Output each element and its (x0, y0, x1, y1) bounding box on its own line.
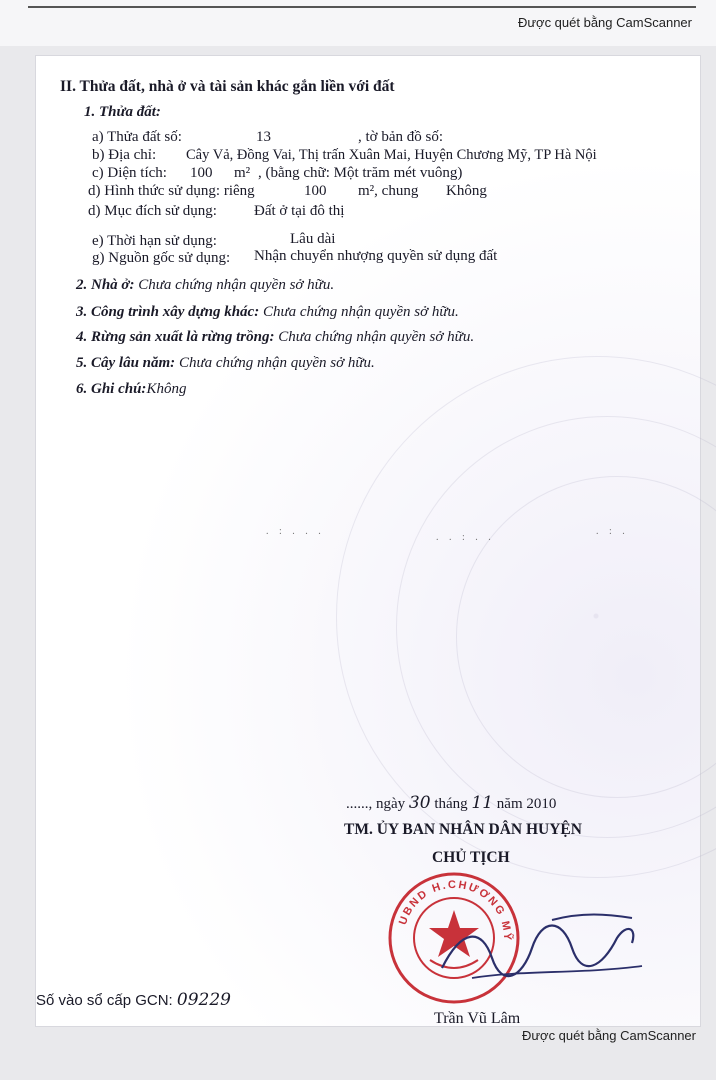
field-origin-label: g) Nguồn gốc sử dụng: (92, 250, 231, 266)
field-area-label: c) Diện tích: (92, 165, 167, 181)
signer-name: Trần Vũ Lâm (434, 1010, 521, 1027)
field-map-sheet-label: , tờ bản đồ số: (358, 129, 444, 145)
field-purpose-value: Đất ở tại đô thị (254, 203, 345, 219)
land-title: 1. Thửa đất: (84, 104, 161, 120)
scan-specks: . . : . . (436, 532, 495, 543)
item-note-value: Không (146, 381, 187, 397)
signing-date (346, 794, 556, 813)
item-other-construction-label: 3. Công trình xây dựng khác: (76, 304, 260, 320)
registry-entry (36, 991, 231, 1010)
field-area-value: 100 (190, 165, 213, 181)
field-parcel-label: a) Thửa đất số: (92, 129, 182, 145)
field-area-words: , (bằng chữ: Một trăm mét vuông) (258, 165, 463, 181)
item-house (76, 276, 334, 294)
item-house-value: Chưa chứng nhận quyền sở hữu. (138, 277, 335, 293)
field-address-value: Cây Vả, Đồng Vai, Thị trấn Xuân Mai, Huyện Chương Mỹ, TP Hà Nội (186, 147, 597, 163)
item-note-label: 6. Ghi chú: (76, 381, 147, 397)
item-note (76, 380, 186, 398)
item-planted-forest (76, 328, 474, 346)
date-month-label: tháng (434, 796, 468, 812)
stamp-text: UBND H.CHƯƠNG MỸ (396, 878, 514, 943)
item-perennial-trees (76, 354, 375, 372)
registry-number: 09229 (176, 990, 231, 1010)
item-planted-forest-label: 4. Rừng sản xuất là rừng trồng: (76, 329, 275, 345)
signer-role: CHỦ TỊCH (432, 849, 510, 866)
item-perennial-trees-value: Chưa chứng nhận quyền sở hữu. (178, 355, 375, 371)
field-purpose-label: d) Mục đích sử dụng: (88, 203, 217, 219)
field-address-label: b) Địa chỉ: (92, 147, 157, 163)
item-other-construction-value: Chưa chứng nhận quyền sở hữu. (262, 304, 459, 320)
date-prefix: ......, ngày (346, 796, 406, 812)
date-month: 11 (471, 793, 494, 813)
item-house-label: 2. Nhà ở: (76, 277, 135, 293)
scan-header (0, 0, 716, 46)
certificate-page (36, 56, 700, 1026)
field-usage-form-label: d) Hình thức sử dụng: riêng (88, 183, 255, 199)
field-term-value: Lâu dài (290, 231, 336, 247)
field-area-unit: m² (234, 165, 251, 181)
item-planted-forest-value: Chưa chứng nhận quyền sở hữu. (278, 329, 475, 345)
field-term-label: e) Thời hạn sử dụng: (92, 233, 217, 249)
field-usage-private: 100 (304, 183, 327, 199)
registry-label: Số vào sổ cấp GCN: (36, 992, 173, 1009)
date-day: 30 (408, 793, 431, 813)
field-parcel-value: 13 (256, 129, 271, 145)
scan-specks: . : . . . (266, 526, 325, 537)
issuing-org: TM. ỦY BAN NHÂN DÂN HUYỆN (344, 821, 582, 838)
field-usage-shared: Không (446, 183, 487, 199)
field-usage-unit: m², chung (358, 183, 419, 199)
scanner-watermark-top: Được quét bằng CamScanner (517, 15, 692, 30)
item-perennial-trees-label: 5. Cây lâu năm: (76, 355, 176, 371)
signature-icon (432, 908, 652, 988)
scanner-watermark-bottom: Được quét bằng CamScanner (521, 1028, 696, 1043)
section-heading: II. Thửa đất, nhà ở và tài sản khác gắn liền với đất (60, 78, 395, 95)
scan-specks: . : . (596, 526, 629, 537)
date-year: năm 2010 (496, 796, 557, 812)
item-other-construction (76, 303, 459, 321)
field-origin-value: Nhận chuyển nhượng quyền sử dụng đất (254, 248, 498, 264)
header-rule (28, 6, 696, 8)
